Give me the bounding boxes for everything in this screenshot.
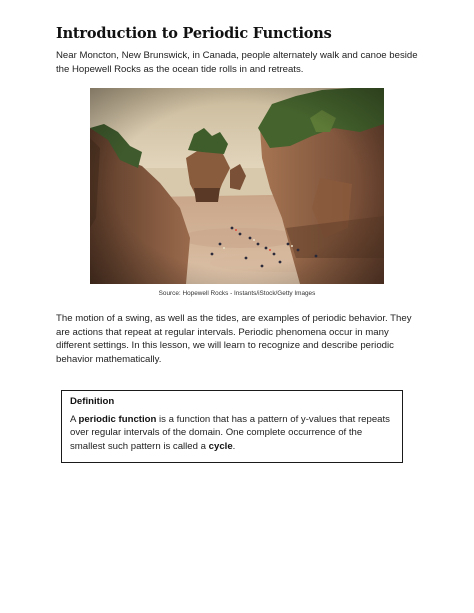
definition-text: [70, 413, 394, 453]
hopewell-rocks-photo: [90, 88, 384, 284]
body-paragraph: The motion of a swing, as well as the tides, are examples of periodic behavior. They are actions that repeat at regular intervals. Periodic phenomena occur in many different settings. In this lesson, we will learn to recognize and describe periodic behavior mathematically.: [56, 313, 412, 365]
definition-part-3: .: [232, 440, 236, 452]
image-caption: Source: Hopewell Rocks - Instants/iStock/Getty Images: [158, 290, 316, 297]
definition-part-1: A: [70, 414, 79, 425]
intro-paragraph: Near Moncton, New Brunswick, in Canada, people alternately walk and canoe beside the Hopewell Rocks as the ocean tide rolls in and retreats.: [56, 50, 418, 75]
definition-part-2: is a function that has a pattern of y-values that repeats over regular intervals of the domain. One complete occurrence of the smallest such pattern is called a: [70, 414, 390, 452]
term-periodic-function: periodic function: [78, 414, 157, 425]
term-cycle: cycle: [208, 440, 233, 452]
definition-box: [61, 390, 403, 463]
definition-heading: Definition: [70, 396, 115, 407]
page-title: Introduction to Periodic Functions: [56, 25, 332, 42]
